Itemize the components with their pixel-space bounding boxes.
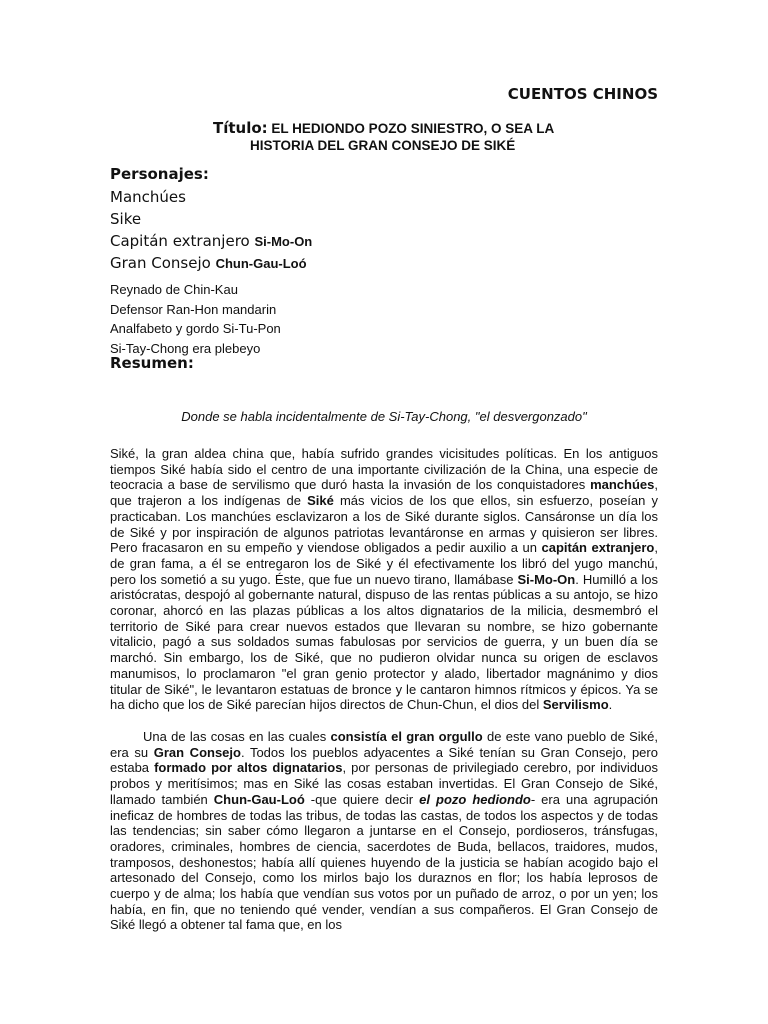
emphasis-text: Siké	[307, 493, 334, 509]
title-line-1: EL HEDIONDO POZO SINIESTRO, O SEA LA	[267, 121, 555, 136]
character-list	[110, 186, 312, 358]
emphasis-text: Servilismo	[542, 697, 609, 713]
chapter-subtitle: Donde se habla incidentalmente de Si-Tay-Chong, "el desvergonzado"	[181, 409, 587, 424]
emphasis-text: formado por altos dignatarios	[154, 760, 343, 776]
body-paragraph-1: Siké, la gran aldea china que, había sufrido grandes vicisitudes políticas. En los antiguos tiempos Siké había sido el centro de una importante civilización de la China, una especie de teocracia a base de servilismo que duró hasta la invasión de los conquistadores manchúes, que trajeron a los indígenas de Siké más vicios de los que ellos, sin esfuerzo, poseían y practicaban. Los manchúes esclavizaron a los de Siké durante siglos. Cansáronse un día los de Siké y por inspiración de algunos patriotas levantáronse en armas y quisieron ser libres. Pero fracasaron en su empeño y viendose obligados a pedir auxilio a un capitán extranjero, de gran fama, a él se entregaron los de Siké y él efectivamente los libró del yugo manchú, pero los sometió a su yugo. Éste, que fue un nuevo tirano, llamábase Si-Mo-On. Humilló a los aristócratas, despojó al gobernante natural, dispuso de las rentas públicas a su antojo, se hizo coronar, ahorcó en las plazas públicas a los altos dignatarios de la milicia, desmembró el territorio de Siké para crear nuevos estados que llevaran su nombre, se hizo gobernante vitalicio, pagó a sus soldados sumas fabulosas por servicios de guerra, y un buen día se marchó. Sin embargo, los de Siké, que no pudieron olvidar nunca su origen de esclavos manumisos, lo proclamaron "el gran genio protector y alado, libertador magnánimo y dios titular de Siké", le levantaron estatuas de bronce y le cantaron himnos rítmicos y épicos. Ya se ha dicho que los de Siké parecían hijos directos de Chun-Chun, el dios del Servilismo.	[110, 446, 658, 713]
character-item: Capitán extranjero Si-Mo-On	[110, 232, 313, 250]
emphasis-text: consistía el gran orgullo	[330, 729, 483, 744]
personajes-heading: Personajes:	[110, 165, 209, 183]
character-item-minor: Reynado de Chin-Kau	[110, 282, 238, 297]
character-item-minor: Analfabeto y gordo Si-Tu-Pon	[110, 321, 281, 336]
emphasis-text: Si-Mo-On	[517, 571, 576, 587]
character-item-minor: Defensor Ran-Hon mandarin	[110, 301, 277, 317]
emphasis-text: Chun-Gau-Loó	[213, 791, 305, 807]
collection-title: CUENTOS CHINOS	[507, 85, 658, 103]
emphasis-text: manchúes	[590, 477, 655, 493]
emphasis-text: Gran Consejo	[153, 744, 241, 760]
character-item: Sike	[110, 210, 142, 228]
character-item-minor: Si-Tay-Chong era plebeyo	[110, 340, 261, 356]
emphasis-text: el pozo hediondo	[419, 791, 531, 807]
character-item: Gran Consejo Chun-Gau-Loó	[110, 254, 307, 272]
story-title	[0, 119, 768, 153]
character-item: Manchúes	[110, 188, 186, 206]
title-label: Título:	[213, 119, 268, 137]
resumen-heading: Resumen:	[110, 354, 194, 372]
emphasis-text: capitán extranjero	[541, 540, 655, 556]
body-paragraph-2: Una de las cosas en las cuales consistía el gran orgullo de este vano pueblo de Siké, era su Gran Consejo. Todos los pueblos adyacentes a Siké tenían su Gran Consejo, pero estaba formado por altos dignatarios, por personas de privilegiado cerebro, por individuos probos y meritísimos; mas en Siké las cosas estaban invertidas. El Gran Consejo de Siké, llamado también Chun-Gau-Loó -que quiere decir el pozo hediondo- era una agrupación ineficaz de hombres de todas las tribus, de todas las castas, de todos los aspectos y de todas las tendencias; sin saber cómo llegaron a juntarse en el Consejo, pordioseros, tránsfugas, oradores, criminales, hombres de ciencia, sacerdotes de Buda, bellacos, traidores, mudos, tramposos, deshonestos; había allí quienes huyendo de la justicia se habían acogido bajo el artesonado del Consejo, como los mirlos bajo los duraznos en flor; los había leprosos de cuerpo y de alma; los había que vendían sus votos por un puñado de arroz, o por un yen; los había, en fin, que no teniendo qué vender, vendían a sus compañeros. El Gran Consejo de Siké llegó a obtener tal fama que, en los	[110, 729, 659, 933]
title-line-2: HISTORIA DEL GRAN CONSEJO DE SIKÉ	[250, 138, 516, 153]
